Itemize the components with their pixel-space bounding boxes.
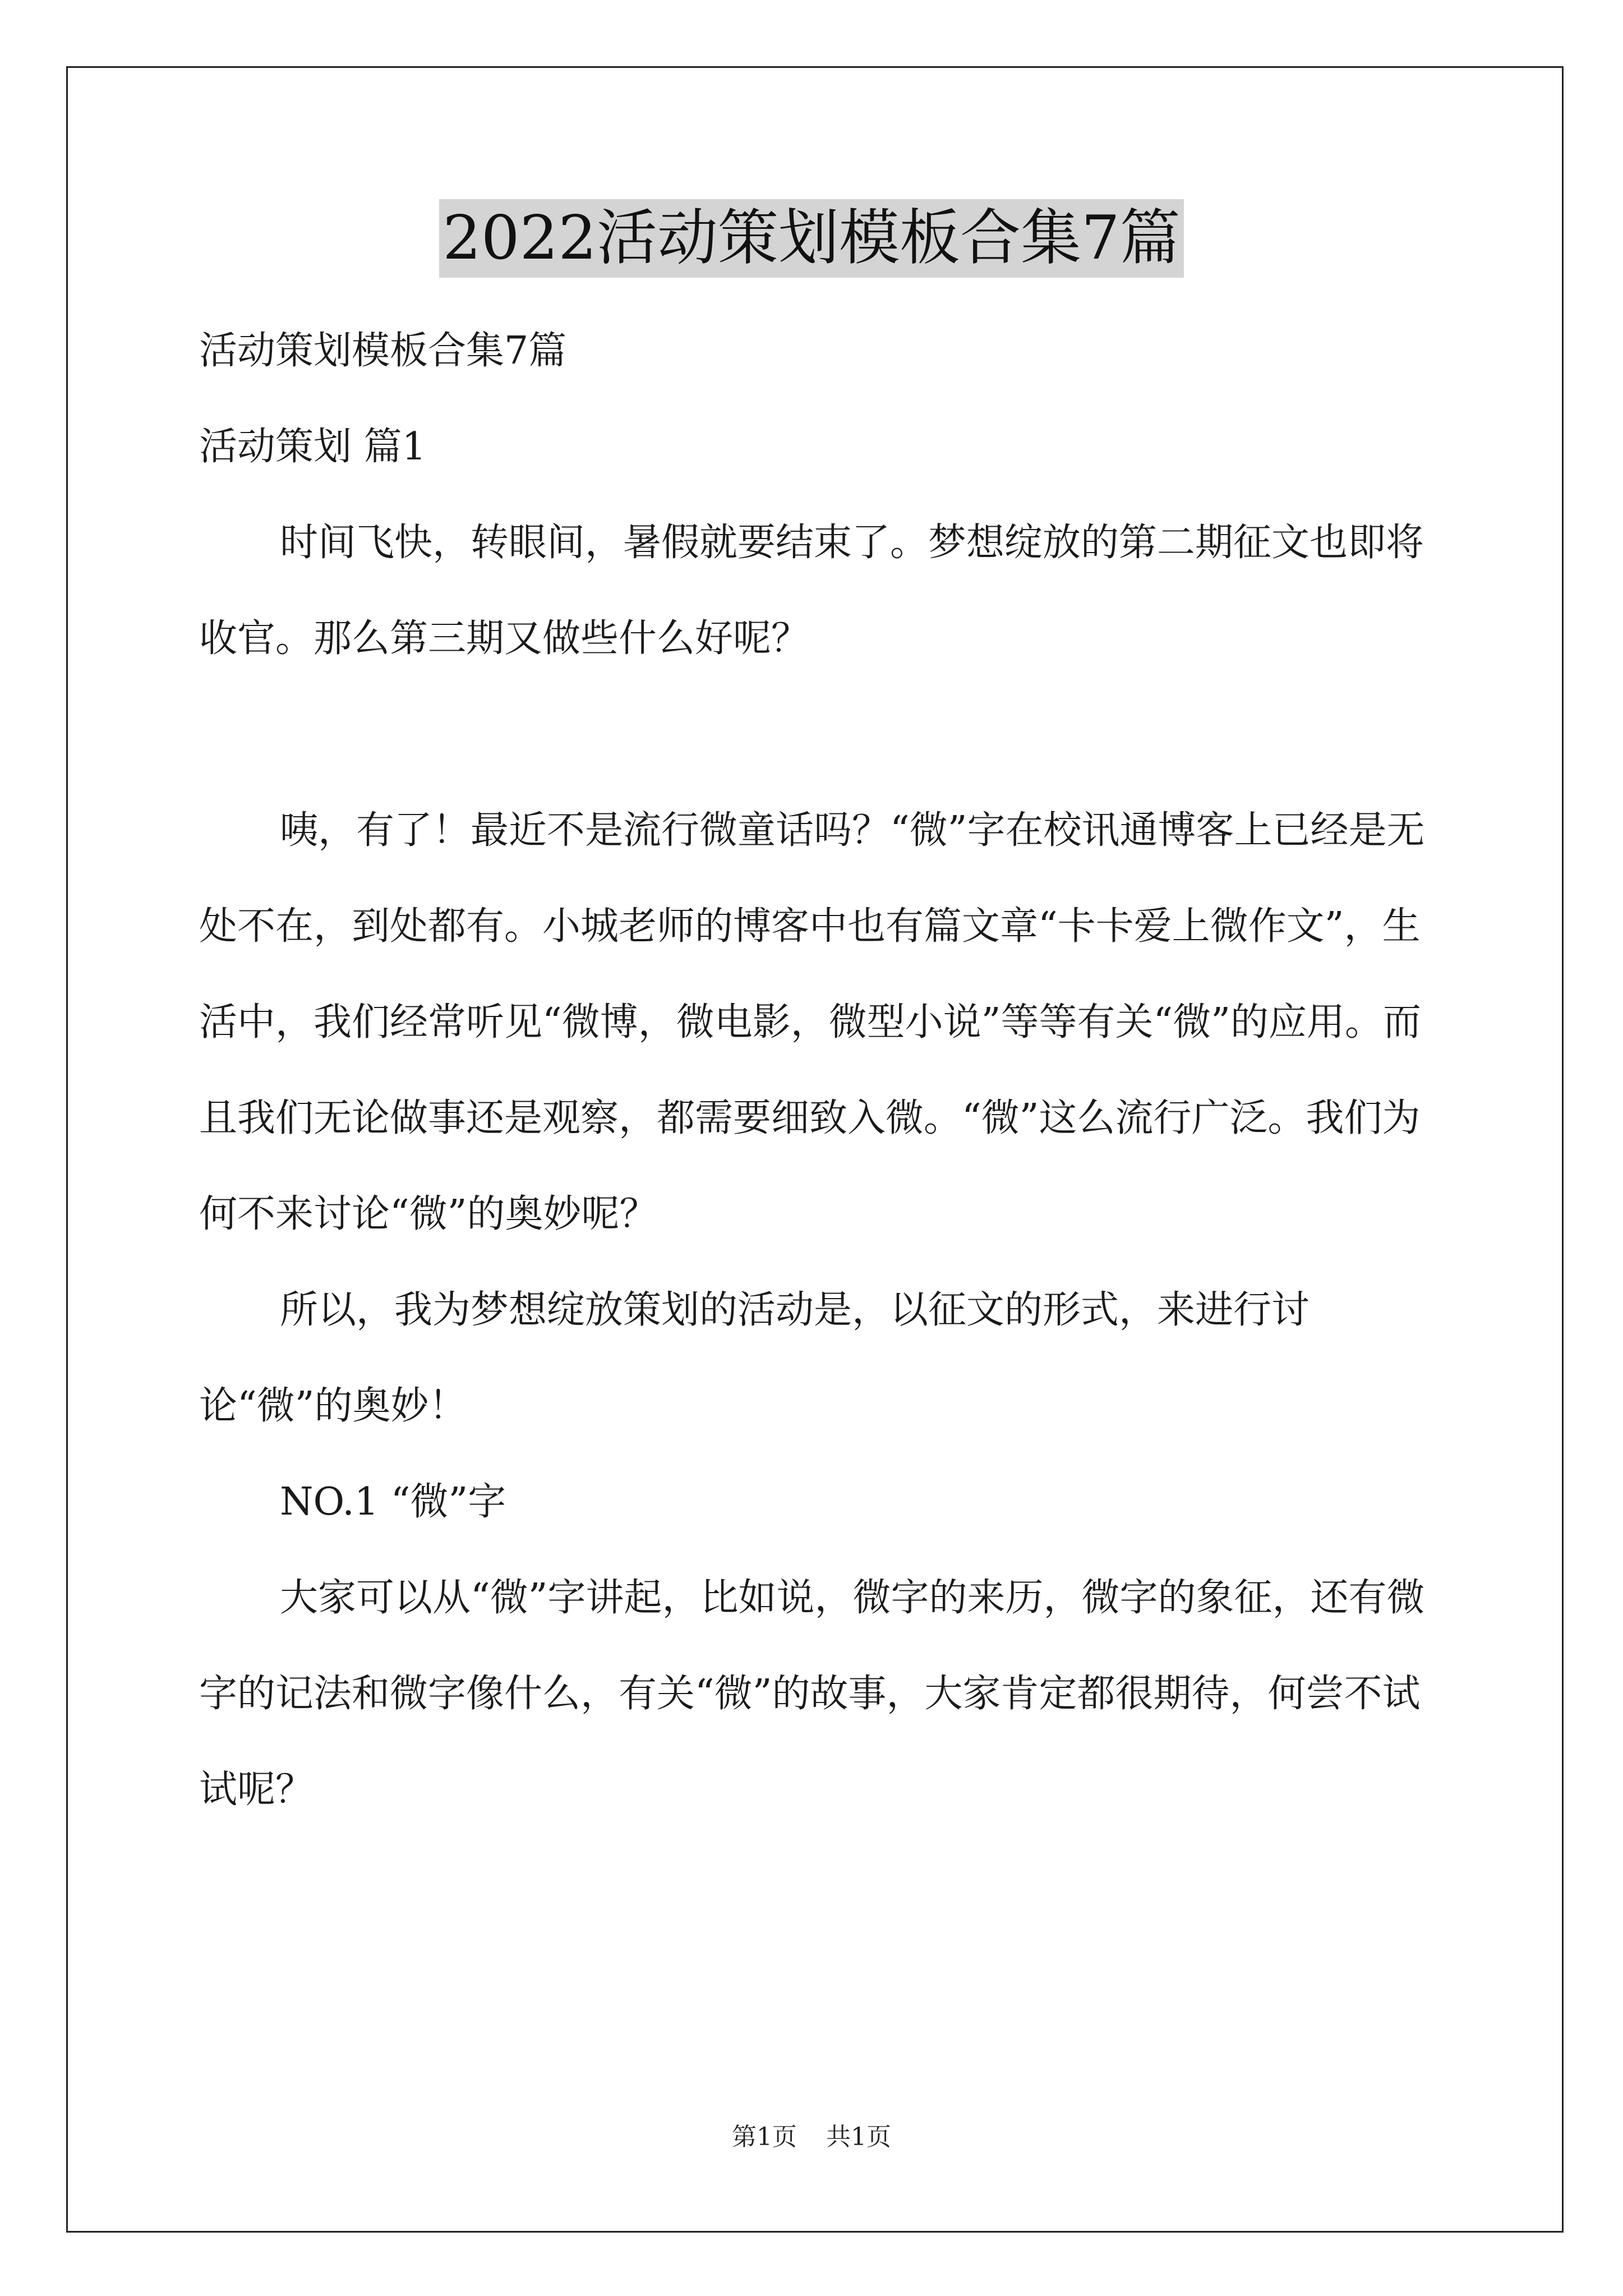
paragraph-blank bbox=[199, 687, 1433, 783]
paragraph-heading: 活动策划模板合集7篇 bbox=[199, 329, 567, 373]
paragraph-plan: 所以，我为梦想绽放策划的活动是，以征文的形式，来进行讨论“微”的奥妙！ bbox=[199, 1288, 1310, 1428]
paragraph-section-title: 活动策划 篇1 bbox=[199, 425, 426, 469]
page-footer bbox=[0, 2120, 1623, 2154]
page-total: 共1页 bbox=[826, 2123, 891, 2151]
document-body bbox=[199, 303, 1433, 1838]
paragraph-idea: 咦，有了！最近不是流行微童话吗？“微”字在校讯通博客上已经是无处不在，到处都有。小城老师的博客中也有篇文章“卡卡爱上微作文”，生活中，我们经常听见“微博，微电影，微型小说”等等有关“微”的应用。而且我们无论做事还是观察，都需要细致入微。“微”这么流行广泛。我们为何不来讨论“微”的奥妙呢？ bbox=[199, 808, 1425, 1236]
page-number: 第1页 bbox=[732, 2123, 797, 2151]
document-title: 2022活动策划模板合集7篇 bbox=[439, 199, 1184, 278]
paragraph-no1-body: 大家可以从“微”字讲起，比如说，微字的来历，微字的象征，还有微字的记法和微字像什么，有关“微”的故事，大家肯定都很期待，何尝不试试呢？ bbox=[199, 1576, 1425, 1812]
title-container bbox=[0, 199, 1623, 278]
paragraph-intro: 时间飞快，转眼间，暑假就要结束了。梦想绽放的第二期征文也即将收官。那么第三期又做些什么好呢？ bbox=[199, 521, 1424, 661]
paragraph-no1-heading: NO.1 “微”字 bbox=[280, 1480, 506, 1524]
